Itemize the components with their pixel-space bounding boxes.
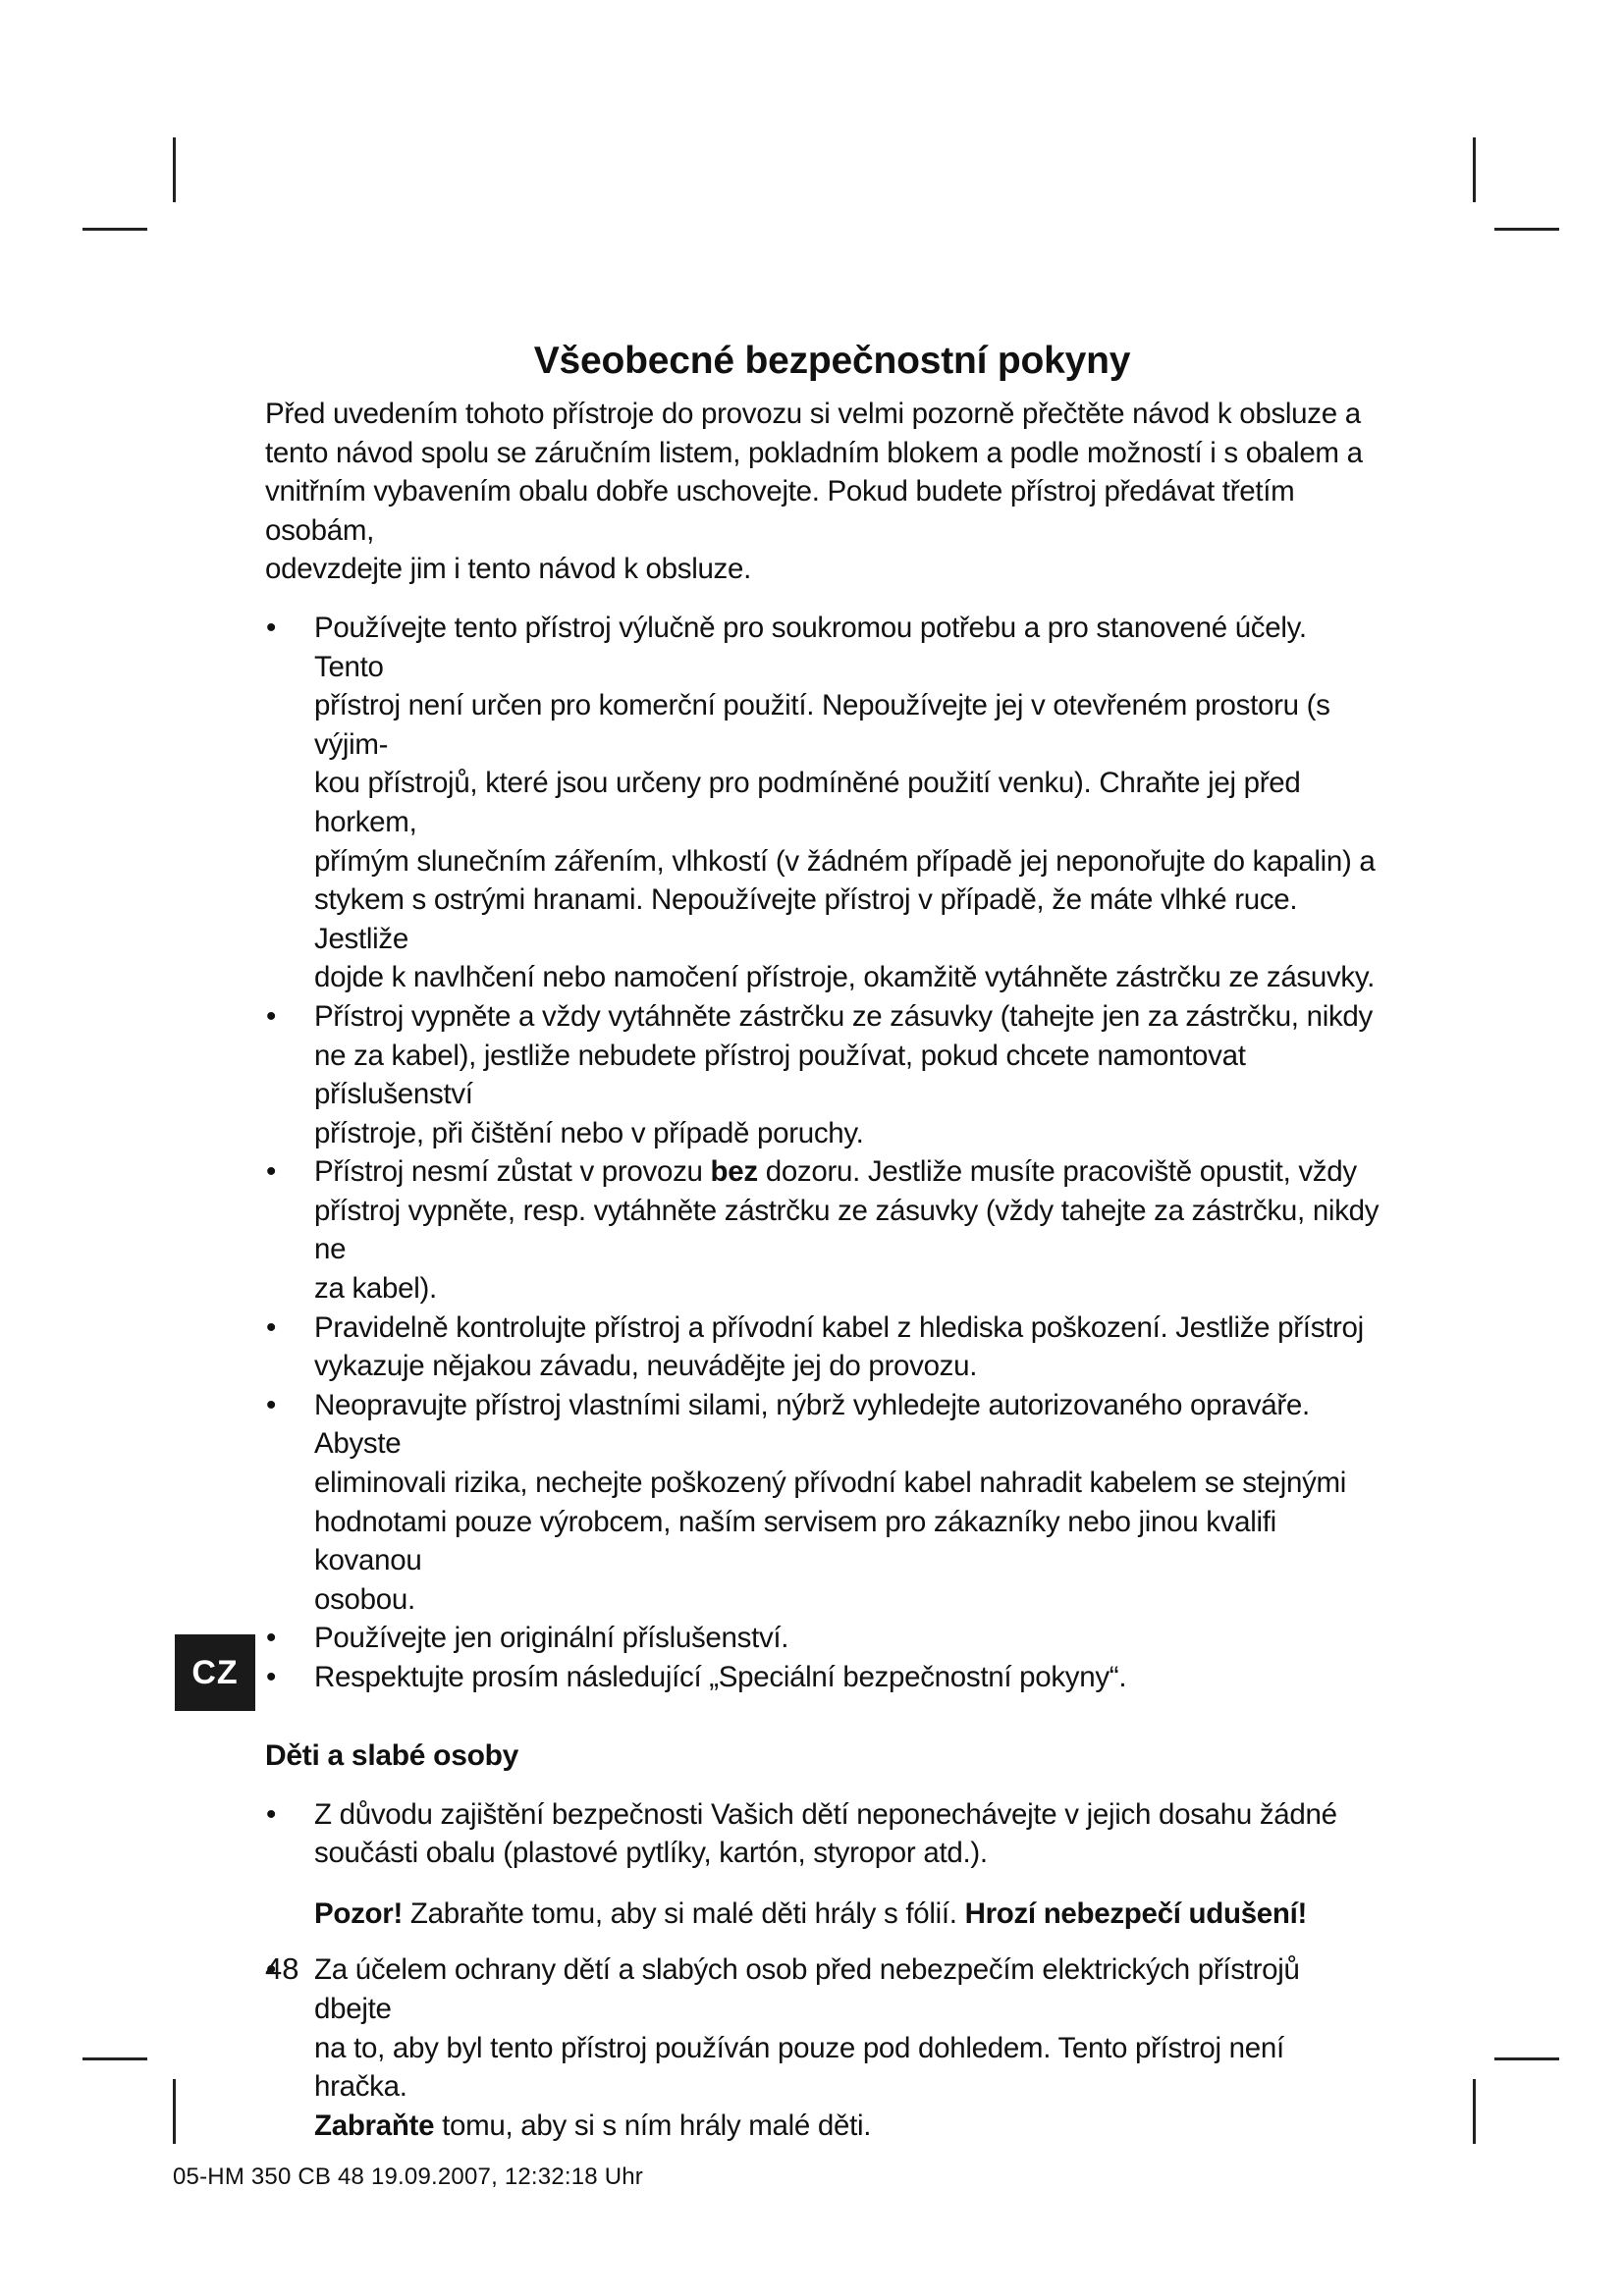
line: eliminovali rizika, nechejte poškozený přívodní kabel nahradit kabelem se stejnými <box>314 1467 1347 1500</box>
section-heading-children: Děti a slabé osoby <box>265 1738 519 1772</box>
intro-line: odevzdejte jim i tento návod k obsluze. <box>265 553 752 586</box>
line: osobou. <box>314 1582 415 1616</box>
line: Používejte tento přístroj výlučně pro soukromou potřebu a pro stanovené účely. Tento <box>314 611 1307 683</box>
line: přístroje, při čištění nebo v případě poruchy. <box>314 1116 864 1149</box>
list-item <box>265 1658 1380 1697</box>
line: Pravidelně kontrolujte přístroj a přívodní kabel z hlediska poškození. Jestliže přístroj <box>314 1310 1364 1344</box>
crop-mark-bottom-left-vertical <box>173 2079 176 2144</box>
line: vykazuje nějakou závadu, neuvádějte jej do provozu. <box>314 1350 978 1383</box>
list-item <box>265 1619 1380 1658</box>
line: dojde k navlhčení nebo namočení přístroje, okamžitě vytáhněte zástrčku ze zásuvky. <box>314 961 1376 994</box>
line: dozoru. Jestliže musíte pracoviště opustit, vždy <box>757 1155 1357 1189</box>
line: Přístroj nesmí zůstat v provozu <box>314 1155 711 1189</box>
intro-line: Před uvedením tohoto přístroje do provozu si velmi pozorně přečtěte návod k obsluze a <box>265 398 1361 430</box>
line: Přístroj vypněte a vždy vytáhněte zástrčku ze zásuvky (tahejte jen za zástrčku, nikdy <box>314 999 1373 1033</box>
line: Z důvodu zajištění bezpečnosti Vašich dětí neponechávejte v jejich dosahu žádné <box>314 1797 1337 1831</box>
bold-text: bez <box>710 1155 758 1189</box>
line: na to, aby byl tento přístroj používán pouze pod dohledem. Tento přístroj není hračka. <box>314 2031 1284 2104</box>
list-item <box>265 1308 1380 1386</box>
line: Neopravujte přístroj vlastními silami, nýbrž vyhledejte autorizovaného opraváře. Abyste <box>314 1388 1310 1461</box>
intro-line: vnitřním vybavením obalu dobře uschovejte. Pokud budete přístroj předávat třetím osobám, <box>265 475 1295 547</box>
bold-text: Zabraňte <box>314 2109 435 2142</box>
intro-paragraph <box>265 395 1380 589</box>
print-footer: 05-HM 350 CB 48 19.09.2007, 12:32:18 Uhr <box>173 2163 643 2190</box>
crop-mark-top-left-vertical <box>173 137 176 202</box>
line: Za účelem ochrany dětí a slabých osob před nebezpečím elektrických přístrojů dbejte <box>314 1953 1300 2025</box>
language-tab: CZ <box>175 1634 255 1711</box>
line: přímým slunečním zářením, vlhkostí (v žádném případě jej neponořujte do kapalin) a <box>314 844 1376 878</box>
crop-mark-top-right-horizontal <box>1494 228 1559 231</box>
page-content <box>265 338 1380 2145</box>
line: Používejte jen originální příslušenství. <box>314 1622 789 1655</box>
line: Respektujte prosím následující „Speciální bezpečnostní pokyny“. <box>314 1661 1127 1693</box>
page-number: 48 <box>265 1951 299 1986</box>
crop-mark-bottom-right-vertical <box>1473 2079 1476 2144</box>
children-list-2 <box>265 1950 1380 2145</box>
intro-line: tento návod spolu se záručním listem, pokladním blokem a podle možností i s obalem a <box>265 436 1363 469</box>
warning-danger: Hrozí nebezpečí udušení! <box>964 1896 1308 1930</box>
line: přístroj vypněte, resp. vytáhněte zástrčku ze zásuvky (vždy tahejte za zástrčku, nikdy ne <box>314 1194 1380 1266</box>
warning-note <box>314 1895 1380 1934</box>
crop-mark-bottom-right-horizontal <box>1494 2057 1559 2060</box>
warning-label: Pozor! <box>314 1896 403 1930</box>
line: součásti obalu (plastové pytlíky, kartón, styropor atd.). <box>314 1837 988 1870</box>
line: stykem s ostrými hranami. Nepoužívejte přístroj v případě, že máte vlhké ruce. Jestliže <box>314 883 1298 955</box>
line: ne za kabel), jestliže nebudete přístroj používat, pokud chcete namontovat příslušenství <box>314 1039 1246 1111</box>
safety-list <box>265 609 1380 1697</box>
line: přístroj není určen pro komerční použití. Nepoužívejte jej v otevřeném prostoru (s výjim- <box>314 689 1330 761</box>
line: tomu, aby si s ním hrály malé děti. <box>434 2109 872 2142</box>
warning-text: Zabraňte tomu, aby si malé děti hrály s fólií. <box>402 1896 965 1930</box>
list-item <box>265 609 1380 997</box>
line: kou přístrojů, které jsou určeny pro podmíněné použití venku). Chraňte jej před horkem, <box>314 767 1301 838</box>
list-item <box>265 1152 1380 1308</box>
page-title: Všeobecné bezpečnostní pokyny <box>533 340 1131 382</box>
list-item <box>265 1795 1380 1873</box>
line: hodnotami pouze výrobcem, naším servisem pro zákazníky nebo jinou kvalifi kovanou <box>314 1505 1276 1577</box>
list-item <box>265 997 1380 1152</box>
list-item <box>265 1950 1380 2145</box>
crop-mark-top-right-vertical <box>1473 137 1476 202</box>
line: za kabel). <box>314 1272 437 1306</box>
crop-mark-top-left-horizontal <box>82 228 147 231</box>
list-item <box>265 1386 1380 1620</box>
children-list <box>265 1795 1380 1873</box>
crop-mark-bottom-left-horizontal <box>82 2057 147 2060</box>
